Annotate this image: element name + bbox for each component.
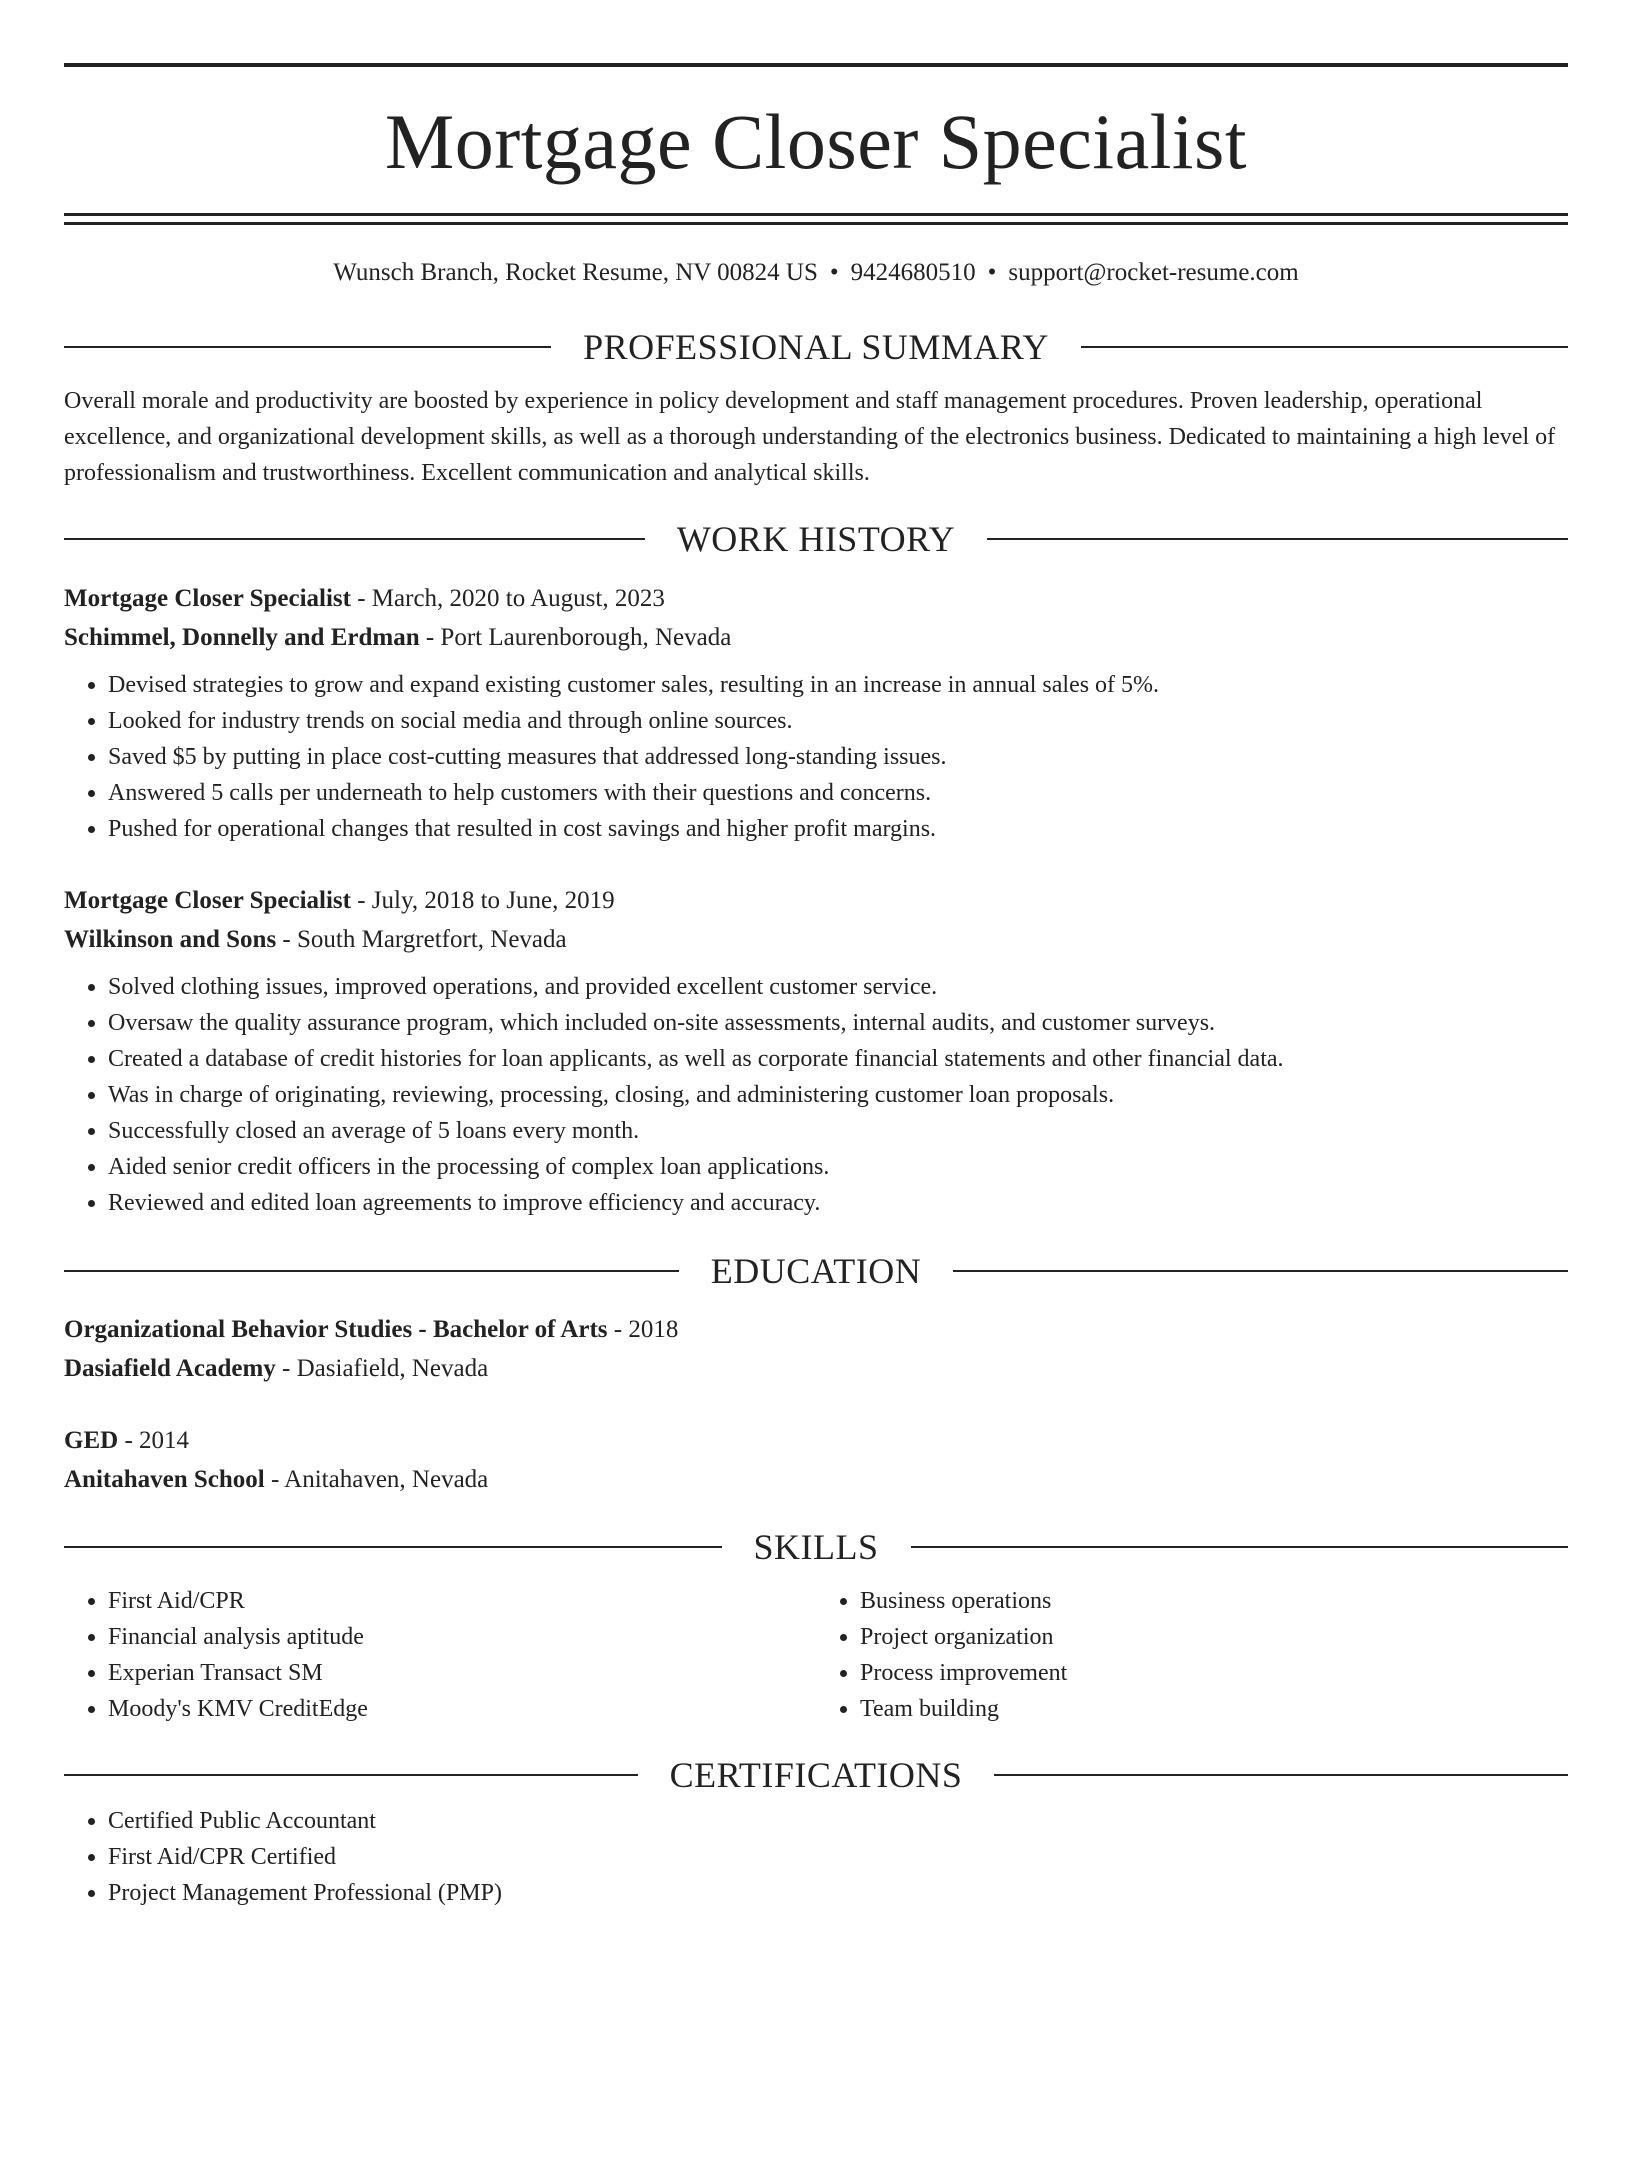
skill-item: • Business operations <box>860 1583 1568 1619</box>
job-location: - Port Laurenborough, Nevada <box>419 624 732 651</box>
skills-list-right <box>816 1583 1568 1727</box>
list-item: • Devised strategies to grow and expand existing customer sales, resulting in an increase in annual sales of 5%. <box>108 667 1568 703</box>
list-item: • Looked for industry trends on social media and through online sources. <box>108 703 1568 739</box>
education-degree-line <box>64 1421 1568 1460</box>
list-item: • Created a database of credit histories for loan applicants, as well as corporate financial statements and other financial data. <box>108 1041 1568 1077</box>
section-heading-work-history <box>64 521 1568 557</box>
section-title: SKILLS <box>753 1527 879 1567</box>
skill-item: • First Aid/CPR <box>108 1583 816 1619</box>
certification-item: • First Aid/CPR Certified <box>108 1839 1568 1875</box>
education-entry <box>64 1421 1568 1499</box>
heading-rule-right <box>987 538 1568 540</box>
heading-rule-left <box>64 1774 638 1776</box>
education-degree-line <box>64 1310 1568 1349</box>
summary-text: Overall morale and productivity are boosted by experience in policy development and staff management procedures. Proven leadership, operational excellence, and organizational development skills, as well as a thorough understanding of the electronics business. Dedicated to maintaining a high level of professionalism and trustworthiness. Excellent communication and analytical skills. <box>64 388 1556 486</box>
contact-email: support@rocket-resume.com <box>1008 259 1299 286</box>
list-item: • Solved clothing issues, improved operations, and provided excellent customer service. <box>108 969 1568 1005</box>
heading-rule-right <box>994 1774 1568 1776</box>
education-school: Dasiafield Academy <box>64 1355 276 1382</box>
education-year: - 2014 <box>118 1427 190 1454</box>
section-title: PROFESSIONAL SUMMARY <box>583 327 1049 367</box>
job-role: Mortgage Closer Specialist <box>64 887 351 914</box>
job-title-line <box>64 579 1568 618</box>
job-entry <box>64 579 1568 847</box>
certification-item: • Certified Public Accountant <box>108 1803 1568 1839</box>
job-entry <box>64 881 1568 1221</box>
skills-columns <box>64 1583 1568 1727</box>
heading-rule-left <box>64 1270 679 1272</box>
heading-rule-right <box>911 1546 1569 1548</box>
contact-address: Wunsch Branch, Rocket Resume, NV 00824 US <box>333 259 818 286</box>
job-title-line <box>64 881 1568 920</box>
section-title: WORK HISTORY <box>676 519 956 559</box>
list-item: • Was in charge of originating, reviewing, processing, closing, and administering customer loan proposals. <box>108 1077 1568 1113</box>
job-dates: - July, 2018 to June, 2019 <box>350 887 615 914</box>
job-company: Wilkinson and Sons <box>64 926 277 953</box>
section-heading-certifications <box>64 1757 1568 1793</box>
job-location: - South Margretfort, Nevada <box>276 926 567 953</box>
heading-rule-left <box>64 538 645 540</box>
list-item: • Aided senior credit officers in the processing of complex loan applications. <box>108 1149 1568 1185</box>
education-school: Anitahaven School <box>64 1466 265 1493</box>
list-item: • Oversaw the quality assurance program, which included on-site assessments, internal audits, and customer surveys. <box>108 1005 1568 1041</box>
education-degree: Organizational Behavior Studies - Bachelor of Arts <box>64 1316 608 1343</box>
education-school-line <box>64 1460 1568 1499</box>
education-degree: GED <box>64 1427 119 1454</box>
section-title: EDUCATION <box>710 1251 922 1291</box>
education-school-line <box>64 1349 1568 1388</box>
list-item: • Saved $5 by putting in place cost-cutting measures that addressed long-standing issues. <box>108 739 1568 775</box>
contact-separator: • <box>829 259 839 286</box>
certification-item: • Project Management Professional (PMP) <box>108 1875 1568 1911</box>
section-heading-education <box>64 1253 1568 1289</box>
heading-rule-right <box>1081 346 1568 348</box>
job-bullets <box>64 667 1568 847</box>
skill-item: • Experian Transact SM <box>108 1655 816 1691</box>
double-rule <box>64 213 1568 225</box>
education-location: - Dasiafield, Nevada <box>275 1355 489 1382</box>
section-heading-skills <box>64 1529 1568 1565</box>
education-year: - 2018 <box>607 1316 679 1343</box>
skills-list-left <box>64 1583 816 1727</box>
heading-rule-left <box>64 346 551 348</box>
list-item: • Answered 5 calls per underneath to help customers with their questions and concerns. <box>108 775 1568 811</box>
list-item: • Successfully closed an average of 5 loans every month. <box>108 1113 1568 1149</box>
education-location: - Anitahaven, Nevada <box>264 1466 489 1493</box>
job-role: Mortgage Closer Specialist <box>64 585 351 612</box>
list-item: • Pushed for operational changes that resulted in cost savings and higher profit margins. <box>108 811 1568 847</box>
resume-name: Mortgage Closer Specialist <box>384 98 1248 185</box>
contact-line <box>64 260 1568 285</box>
heading-rule-left <box>64 1546 722 1548</box>
section-title: CERTIFICATIONS <box>669 1755 963 1795</box>
top-rule <box>64 63 1568 67</box>
section-heading-summary <box>64 329 1568 365</box>
skill-item: • Moody's KMV CreditEdge <box>108 1691 816 1727</box>
heading-rule-right <box>953 1270 1568 1272</box>
job-dates: - March, 2020 to August, 2023 <box>350 585 665 612</box>
certifications-list <box>64 1803 1568 1911</box>
skill-item: • Process improvement <box>860 1655 1568 1691</box>
skill-item: • Team building <box>860 1691 1568 1727</box>
job-company-line <box>64 618 1568 657</box>
contact-separator: • <box>987 259 997 286</box>
skill-item: • Project organization <box>860 1619 1568 1655</box>
job-company-line <box>64 920 1568 959</box>
resume-page <box>0 63 1632 2175</box>
list-item: • Reviewed and edited loan agreements to improve efficiency and accuracy. <box>108 1185 1568 1221</box>
job-bullets <box>64 969 1568 1221</box>
education-entry <box>64 1310 1568 1388</box>
job-company: Schimmel, Donnelly and Erdman <box>64 624 420 651</box>
contact-phone: 9424680510 <box>850 259 976 286</box>
skill-item: • Financial analysis aptitude <box>108 1619 816 1655</box>
job-list <box>64 579 1568 1221</box>
